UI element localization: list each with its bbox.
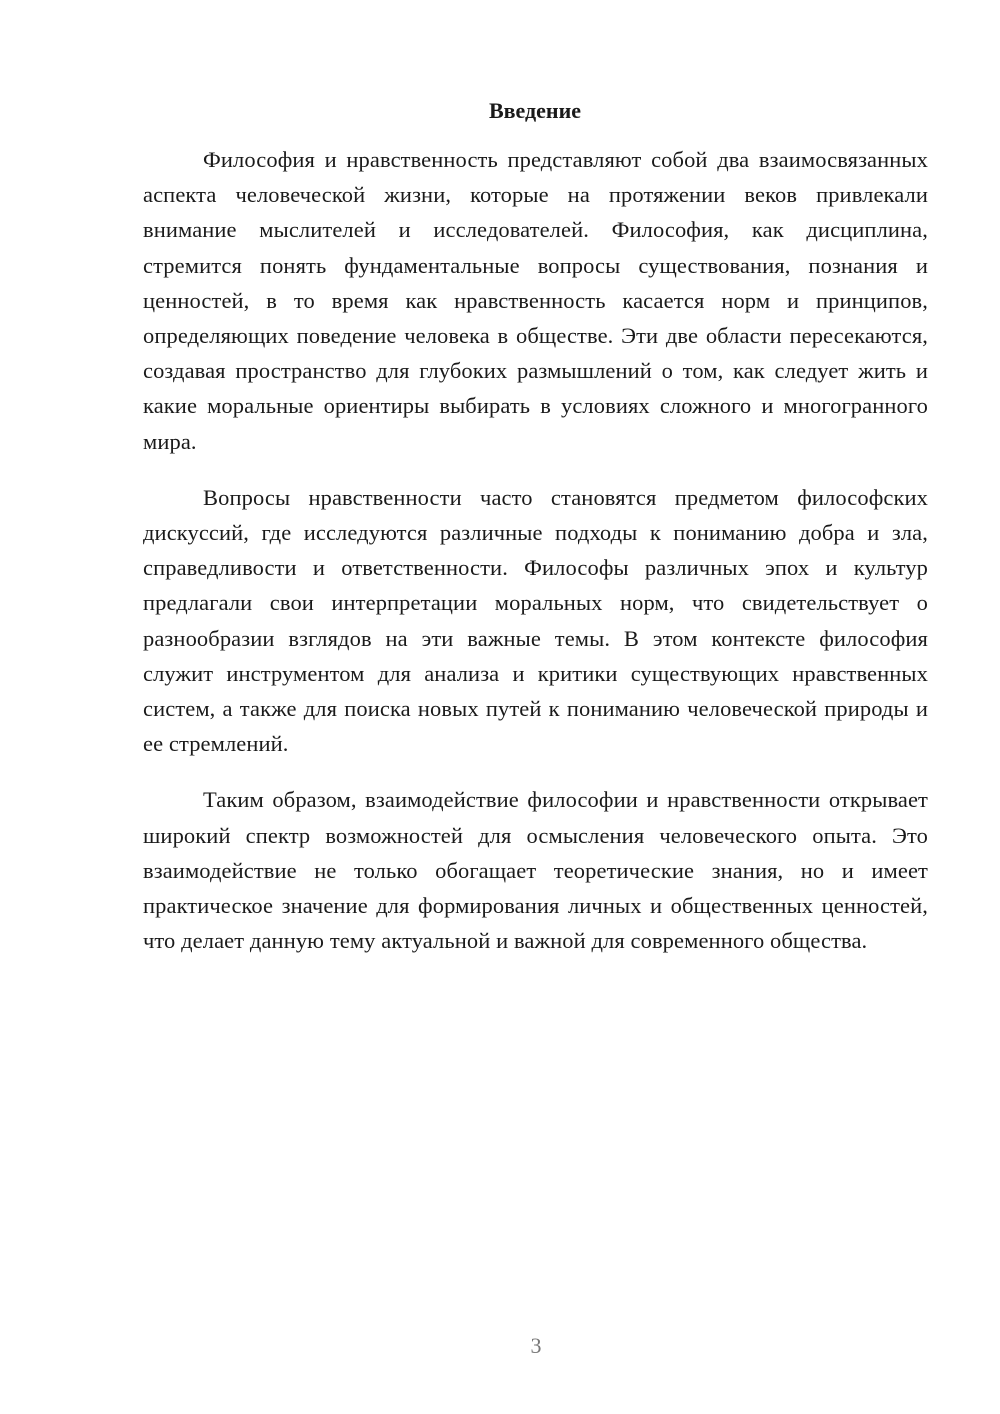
paragraph-2: Вопросы нравственности часто становятся предметом философских дискуссий, где исследуются различные подходы к пониманию добра и зла, справедливости и ответственности. Философы различных эпох и культур предлагали свои интерпретации моральных норм, что свидетельствует о разнообразии взглядов на эти важные темы. В этом контексте философия служит инструментом для анализа и критики существующих нравственных систем, а также для поиска новых путей к пониманию человеческой природы и ее стремлений.: [143, 484, 928, 757]
paragraph-1: Философия и нравственность представляют собой два взаимосвязанных аспекта человеческой жизни, которые на протяжении веков привлекали внимание мыслителей и исследователей. Философия, как дисциплина, стремится понять фундаментальные вопросы существования, познания и ценностей, в то время как нравственность касается норм и принципов, определяющих поведение человека в обществе. Эти две области пересекаются, создавая пространство для глубоких размышлений о том, как следует жить и какие моральные ориентиры выбирать в условиях сложного и многогранного мира.: [143, 147, 928, 454]
page-number: 3: [530, 1333, 542, 1358]
paragraph-3: Таким образом, взаимодействие философии и нравственности открывает широкий спектр возможностей для осмысления человеческого опыта. Это взаимодействие не только обогащает теоретические знания, но и имеет практическое значение для формирования личных и общественных ценностей, что делает данную тему актуальной и важной для современного общества.: [143, 787, 928, 954]
body-text: [143, 142, 928, 979]
section-heading: Введение: [488, 98, 582, 123]
